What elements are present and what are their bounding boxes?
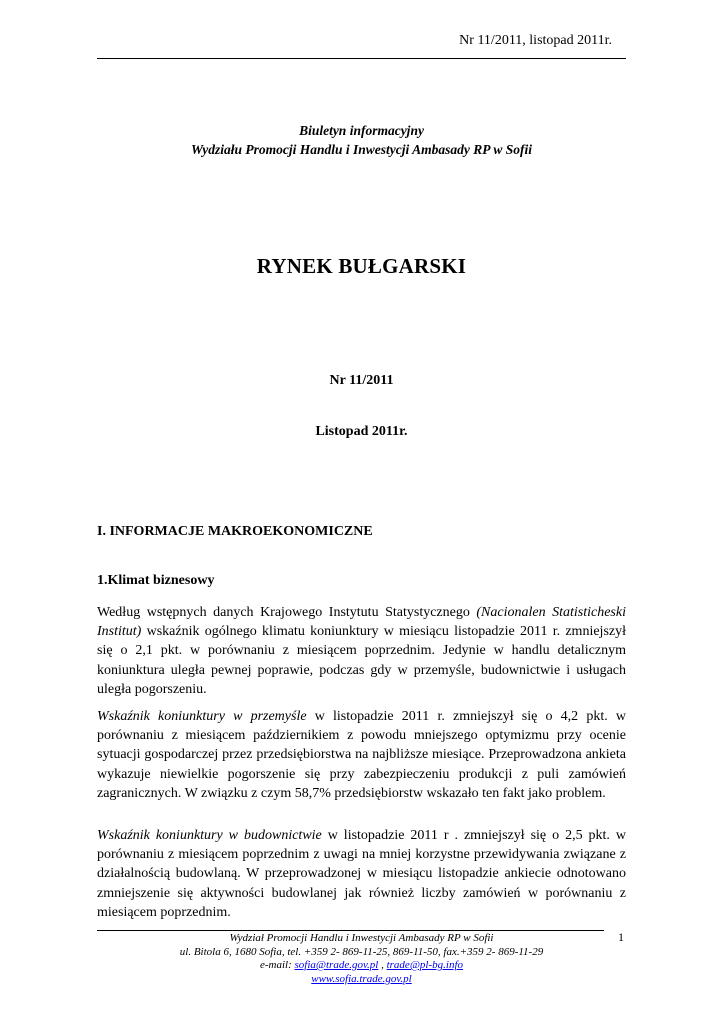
footer-email-prefix: e-mail: [259, 959, 295, 971]
paragraph-industry-index [97, 707, 626, 803]
footer-address: ul. Bitola 6, 1680 Sofia, tel. +359 2- 869-11-25, 869-11-50, fax.+359 2- 869-11-29 [179, 945, 544, 958]
email-link-trade[interactable]: trade@pl-bg.info [386, 959, 464, 971]
p3-italic-lead: Wskaźnik koniunktury w budownictwie [97, 828, 322, 843]
footer-organization: Wydział Promocji Handlu i Inwestycji Ambasady RP w Sofii [229, 932, 494, 944]
issue-number: Nr 11/2011 [329, 373, 394, 388]
header-issue-date: Nr 11/2011, listopad 2011r. [459, 33, 612, 48]
subtitle-line-2: Wydziału Promocji Handlu i Inwestycji Ambasady RP w Sofii [190, 142, 533, 157]
p2-italic-lead: Wskaźnik koniunktury w przemyśle [97, 709, 307, 724]
footer-divider [97, 930, 604, 931]
footer [97, 932, 626, 986]
footer-email-separator: , [378, 959, 387, 971]
p1-italic-institute: (Nacionalen Statisticheski Institut) [97, 605, 626, 640]
p2-text: w listopadzie 2011 r. zmniejszył się o 4,2 pkt. w porównaniu z miesiącem październikiem z powodu mniejszego optymizmu przy ocenie sytuacji gospodarczej przez przedsiębiorstwa na najbliższe miesiące. Przeprowadzona ankieta wykazuje niewielkie pogorszenie się przy zabezpieczeniu produkcji z puli zamówień zagranicznych. W związku z czym 58,7% przedsiębiorstw wskazało ten fakt jako problem. [97, 709, 626, 801]
section-heading: I. INFORMACJE MAKROEKONOMICZNE [97, 524, 373, 539]
page-number: 1 [618, 930, 624, 944]
email-link-sofia[interactable]: sofia@trade.gov.pl [294, 959, 379, 971]
footer-email-line [97, 959, 626, 973]
paragraph-business-climate [97, 603, 626, 699]
bulletin-subtitle [97, 121, 626, 159]
footer-website-line [97, 973, 626, 987]
paragraph-construction-index [97, 826, 626, 922]
p1-text-end: wskaźnik ogólnego klimatu koniunktury w miesiącu listopadzie 2011 r. zmniejszył się o 2,1 pkt. w porównaniu z miesiącem poprzednim. Jedynie w handlu detalicznym koniunktura uległa pewnej poprawie, podczas gdy w przemyśle, budownictwie i usługach uległa pogorszeniu. [97, 624, 626, 697]
issue-month: Listopad 2011r. [315, 424, 408, 439]
p3-text: w listopadzie 2011 r . zmniejszył się o 2,5 pkt. w porównaniu z miesiącem poprzednim z uwagi na mniej korzystne przewidywania związane z działalnością budowlaną. W przeprowadzonej w miesiącu listopadzie ankiecie odnotowano zmniejszenie się aktywności budowlanej jak również liczby zamówień w porównaniu z miesiącem poprzednim. [97, 828, 626, 920]
p1-text-start: Według wstępnych danych Krajowego Instytutu Statystycznego [97, 605, 477, 620]
subtitle-line-1: Biuletyn informacyjny [299, 123, 424, 138]
subsection-heading: 1.Klimat biznesowy [97, 573, 215, 588]
page-title: RYNEK BUŁGARSKI [256, 254, 467, 278]
header-divider [97, 58, 626, 59]
website-link[interactable]: www.sofia.trade.gov.pl [311, 972, 412, 985]
